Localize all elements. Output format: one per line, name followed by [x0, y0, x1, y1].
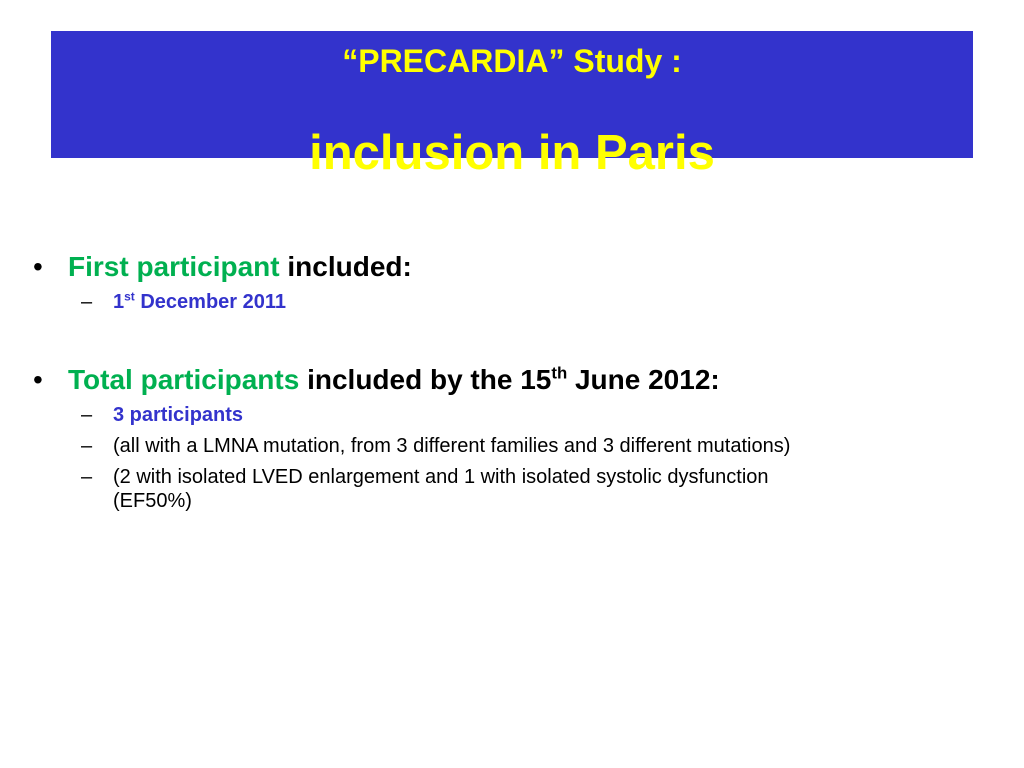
- bullet-ordinal: th: [551, 363, 568, 383]
- dash-marker: –: [81, 291, 93, 313]
- sub-phenotype-line-2: (EF50%): [113, 490, 192, 512]
- title-line-1: “PRECARDIA” Study :: [342, 43, 682, 79]
- title-line-2: inclusion in Paris: [309, 126, 715, 180]
- bullet-text-before: included by the 15: [307, 364, 552, 395]
- dash-marker: –: [81, 466, 93, 488]
- dash-marker: –: [81, 404, 93, 426]
- bullet-marker: •: [33, 251, 43, 282]
- sub-phenotype-line-1: (2 with isolated LVED enlargement and 1 with isolated systolic dysfunction: [113, 466, 769, 488]
- sub-participant-count: [81, 403, 244, 427]
- sub-mutation-detail: [81, 434, 791, 458]
- bullet-text-after: June 2012:: [567, 364, 720, 395]
- sub-mutation-text: (all with a LMNA mutation, from 3 different families and 3 different mutations): [113, 435, 791, 457]
- bullet-highlight: Total participants: [68, 364, 300, 395]
- sub-count-text: 3 participants: [113, 404, 244, 426]
- sub-phenotype-detail: [81, 465, 769, 513]
- bullet-first-participant: [33, 250, 412, 284]
- dash-marker: –: [81, 435, 93, 457]
- bullet-highlight: First participant: [68, 251, 280, 282]
- date-day: 1: [113, 291, 125, 313]
- bullet-total-participants: [33, 363, 720, 397]
- bullet-text: included:: [287, 251, 412, 282]
- bullet-marker: •: [33, 364, 43, 395]
- sub-first-date: [81, 289, 287, 314]
- date-ordinal: st: [124, 289, 135, 304]
- date-rest: December 2011: [134, 291, 287, 313]
- sub-date-text: [113, 291, 286, 313]
